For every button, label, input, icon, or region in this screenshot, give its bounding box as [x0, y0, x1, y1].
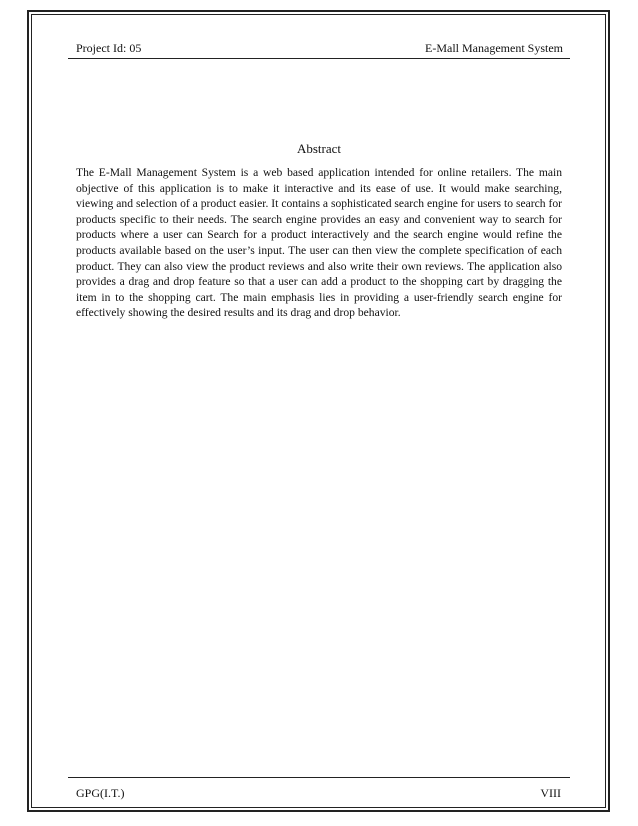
- header-project-id: Project Id: 05: [76, 41, 142, 55]
- footer-department: GPG(I.T.): [76, 786, 125, 800]
- footer-page-number: VIII: [540, 786, 561, 800]
- abstract-heading: Abstract: [296, 141, 342, 156]
- header-divider: [68, 58, 570, 59]
- page-border-inner: [31, 14, 606, 808]
- footer-divider: [68, 777, 570, 778]
- header-system-title: E-Mall Management System: [425, 41, 563, 55]
- abstract-paragraph: The E-Mall Management System is a web based application intended for online retailers. The main objective of this application is to make it interactive and its ease of use. It would make searching, viewing and selection of a product easier. It contains a sophisticated search engine for users to search for products specific to their needs. The search engine provides an easy and convenient way to search for products where a user can Search for a product interactively and the search engine would refine the products available based on the user’s input. The user can then view the complete specification of each product. They can also view the product reviews and also write their own reviews. The application also provides a drag and drop feature so that a user can add a product to the shopping cart by dragging the item in to the shopping cart. The main emphasis lies in providing a user-friendly search engine for effectively showing the desired results and its drag and drop behavior.: [76, 166, 562, 320]
